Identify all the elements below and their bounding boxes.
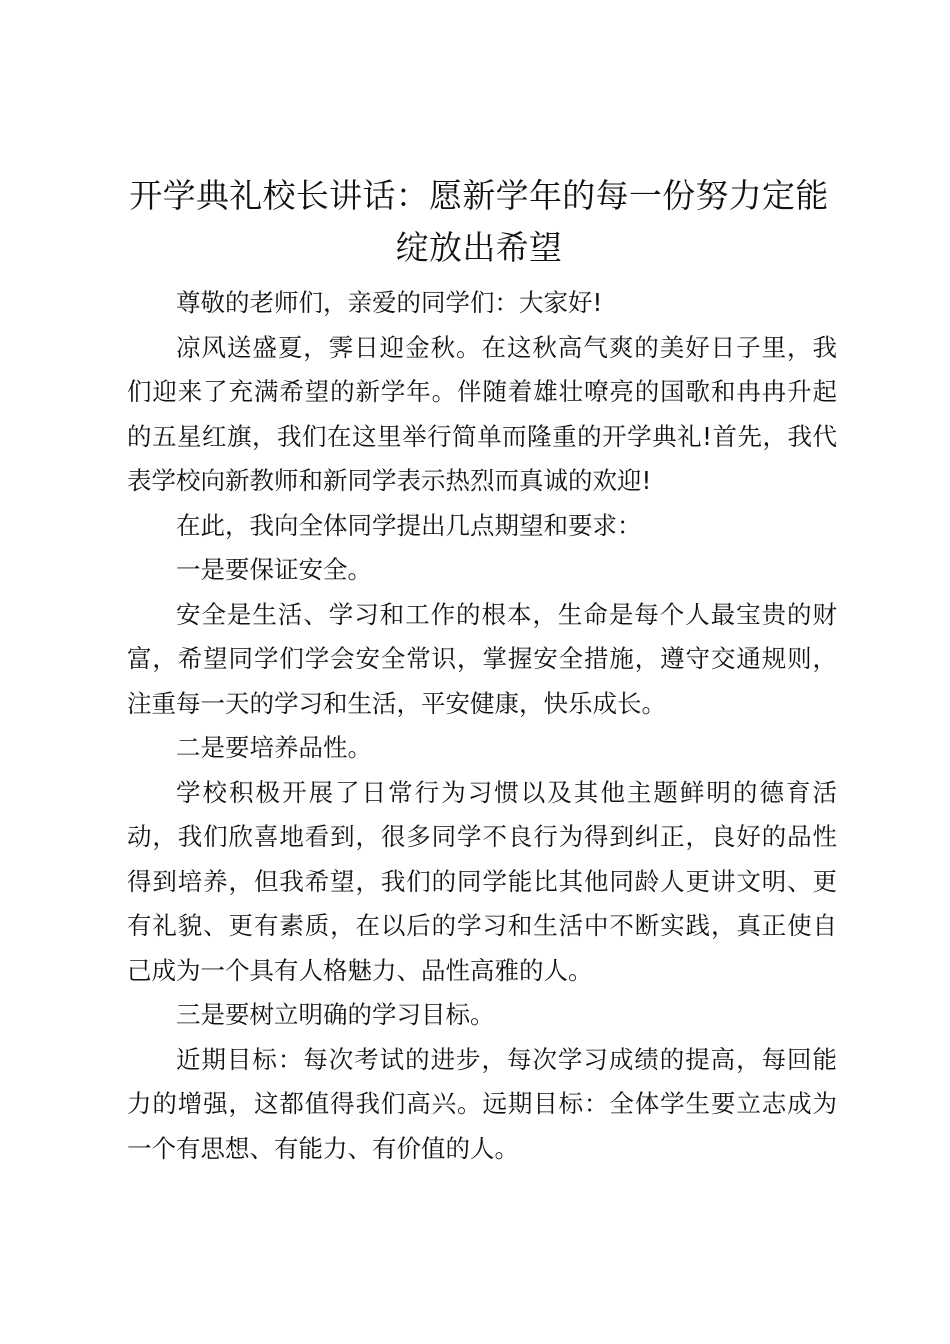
paragraph-greeting: 尊敬的老师们，亲爱的同学们：大家好! [176,288,603,317]
heading-safety: 一是要保证安全。 [176,555,372,584]
document-body [127,281,837,1171]
document-title: 开学典礼校长讲话：愿新学年的每一份努力定能绽放出希望 [129,176,829,267]
paragraph-safety: 安全是生活、学习和工作的根本，生命是每个人最宝贵的财富，希望同学们学会安全常识，掌握安全措施，遵守交通规则，注重每一天的学习和生活，平安健康，快乐成长。 [127,599,837,718]
paragraph-expectations-intro: 在此，我向全体同学提出几点期望和要求： [176,510,642,540]
heading-character: 二是要培养品性。 [176,733,372,762]
paragraph-study-goals: 近期目标：每次考试的进步，每次学习成绩的提高，每回能力的增强，这都值得我们高兴。远期目标：全体学生要立志成为一个有思想、有能力、有价值的人。 [127,1044,837,1163]
heading-study-goals: 三是要树立明确的学习目标。 [176,1000,495,1029]
paragraph-opening: 凉风送盛夏，霁日迎金秋。在这秋高气爽的美好日子里，我们迎来了充满希望的新学年。伴随着雄壮嘹亮的国歌和冉冉升起的五星红旗，我们在这里举行简单而隆重的开学典礼!首先，我代表学校向新教师和新同学表示热烈而真诚的欢迎! [127,332,837,495]
paragraph-character: 学校积极开展了日常行为习惯以及其他主题鲜明的德育活动，我们欣喜地看到，很多同学不良行为得到纠正，良好的品性得到培养，但我希望，我们的同学能比其他同龄人更讲文明、更有礼貌、更有素质，在以后的学习和生活中不断实践，真正使自己成为一个具有人格魅力、品性高雅的人。 [127,777,837,985]
